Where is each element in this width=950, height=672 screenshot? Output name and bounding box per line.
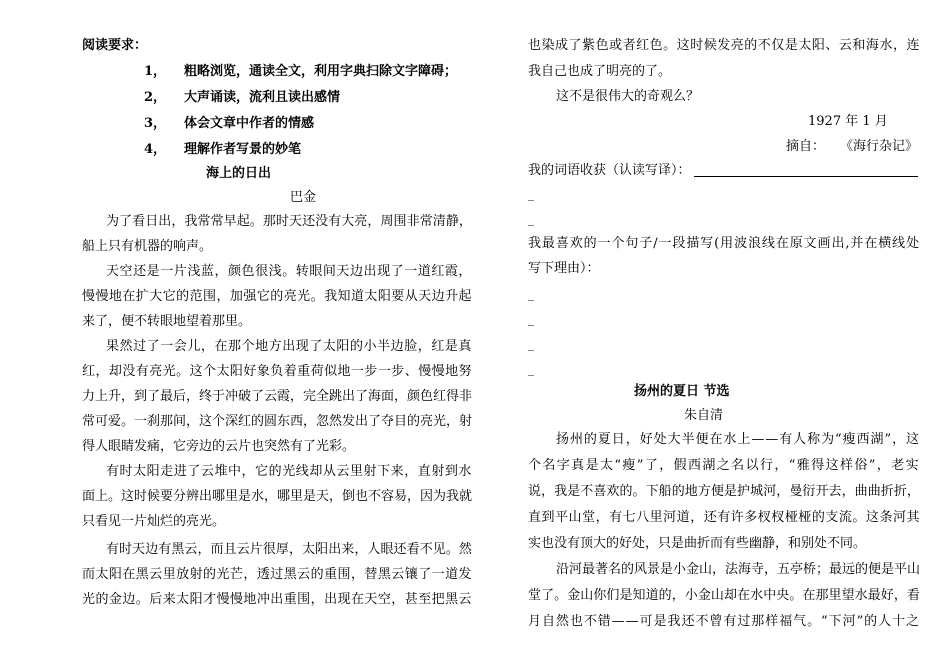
article1-title: 海上的日出 — [206, 166, 272, 181]
article1-line: 天空还是一片浅蓝，颜色很浅。转眼间天边出现了一道红霞， — [106, 264, 472, 279]
sentence-prompt-line2: 写下理由）： — [528, 261, 600, 276]
words-answer-line[interactable] — [694, 176, 918, 177]
article2-line: 堂了。金山你们是知道的，小金山却在水中央。在那里望水最好，看 — [528, 588, 920, 603]
sentence-answer-mark[interactable]: _ — [528, 362, 534, 376]
article1-line: 果然过了一会儿，在那个地方出现了太阳的小半边脸，红是真 — [106, 339, 472, 354]
article1-source: 《海行杂记》 — [840, 139, 919, 154]
article1-line: 只看见一片灿烂的亮光。 — [82, 514, 226, 529]
article1-continued-line: 我自己也成了明亮的了。 — [528, 64, 672, 79]
article2-line: 实也没有顶大的好处，只是曲折而有些幽静，和别处不同。 — [528, 536, 867, 551]
article2-line: 沿河最著名的风景是小金山，法海寺，五亭桥；最远的便是平山 — [556, 562, 920, 577]
requirement-1-num: 1， — [144, 64, 167, 79]
article2-title: 扬州的夏日 节选 — [634, 384, 730, 399]
article1-source-label: 摘自： — [786, 139, 826, 154]
requirements-heading: 阅读要求： — [82, 38, 148, 53]
article2-line: 月自然也不错——可是我还不曾有过那样福气。“下河”的人十之 — [528, 614, 920, 629]
article1-line: 面上。这时候要分辨出哪里是水，哪里是天，倒也不容易，因为我就 — [82, 489, 472, 504]
sentence-answer-mark[interactable]: _ — [528, 287, 534, 301]
article1-line: 得人眼睛发痛，它旁边的云片也突然有了光彩。 — [82, 439, 356, 454]
words-prompt: 我的词语收获（认读写译）： — [528, 163, 691, 178]
article2-line: 扬州的夏日，好处大半便在水上——有人称为“瘦西湖”，这 — [556, 432, 920, 447]
requirement-2-num: 2， — [144, 90, 167, 105]
article1-line: 为了看日出，我常常早起。那时天还没有大亮，周围非常清静， — [106, 214, 472, 229]
article2-line: 说，我是不喜欢的。下船的地方便是护城河，曼衍开去，曲曲折折， — [528, 484, 920, 499]
sentence-answer-mark[interactable]: _ — [528, 312, 534, 326]
requirement-4-text: 理解作者写景的妙笔 — [184, 142, 302, 157]
article1-line: 力上升，到了最后，终于冲破了云霞，完全跳出了海面，颜色红得非 — [82, 389, 472, 404]
requirement-1-text: 粗略浏览，通读全文，利用字典扫除文字障碍； — [184, 64, 458, 79]
sentence-prompt-line1: 我最喜欢的一个句子/一段描写(用波浪线在原文画出,并在横线处 — [528, 236, 921, 251]
article1-author: 巴金 — [290, 190, 317, 205]
article1-line: 光的金边。后来太阳才慢慢地冲出重围，出现在天空，甚至把黑云 — [82, 592, 472, 607]
requirement-4-num: 4， — [144, 142, 167, 157]
article2-author: 朱自清 — [684, 408, 724, 423]
article1-continued-line: 这不是很伟大的奇观么？ — [556, 89, 700, 104]
sentence-answer-mark[interactable]: _ — [528, 337, 534, 351]
article1-line: 慢慢地在扩大它的范围，加强它的亮光。我知道太阳要从天边升起 — [82, 289, 472, 304]
requirement-3-text: 体会文章中作者的情感 — [184, 116, 315, 131]
article1-line: 红，却没有亮光。这个太阳好象负着重荷似地一步一步、慢慢地努 — [82, 364, 472, 379]
article1-date: 1927 年 1 月 — [808, 114, 888, 129]
article1-line: 有时天边有黑云，而且云片很厚，太阳出来，人眼还看不见。然 — [106, 542, 472, 557]
article2-line: 个名字真是太“瘦”了，假西湖之名以行，“雅得这样俗”，老实 — [528, 458, 920, 473]
article2-line: 直到平山堂，有七八里河道，还有许多杈杈桠桠的支流。这条河其 — [528, 510, 920, 525]
article1-line: 有时太阳走进了云堆中，它的光线却从云里射下来，直射到水 — [106, 464, 472, 479]
article1-line: 常可爱。一刹那间，这个深红的圆东西，忽然发出了夺目的亮光，射 — [82, 414, 472, 429]
words-answer-mark[interactable]: _ — [528, 212, 534, 226]
requirement-3-num: 3， — [144, 116, 167, 131]
words-answer-mark[interactable]: _ — [528, 187, 534, 201]
article1-line: 船上只有机器的响声。 — [82, 239, 213, 254]
article1-line: 而太阳在黑云里放射的光芒，透过黑云的重围，替黑云镶了一道发 — [82, 567, 472, 582]
requirement-2-text: 大声诵读，流利且读出感情 — [184, 90, 341, 105]
article1-line: 来了，便不转眼地望着那里。 — [82, 314, 252, 329]
article1-continued-line: 也染成了紫色或者红色。这时候发亮的不仅是太阳、云和海水，连 — [528, 38, 920, 53]
